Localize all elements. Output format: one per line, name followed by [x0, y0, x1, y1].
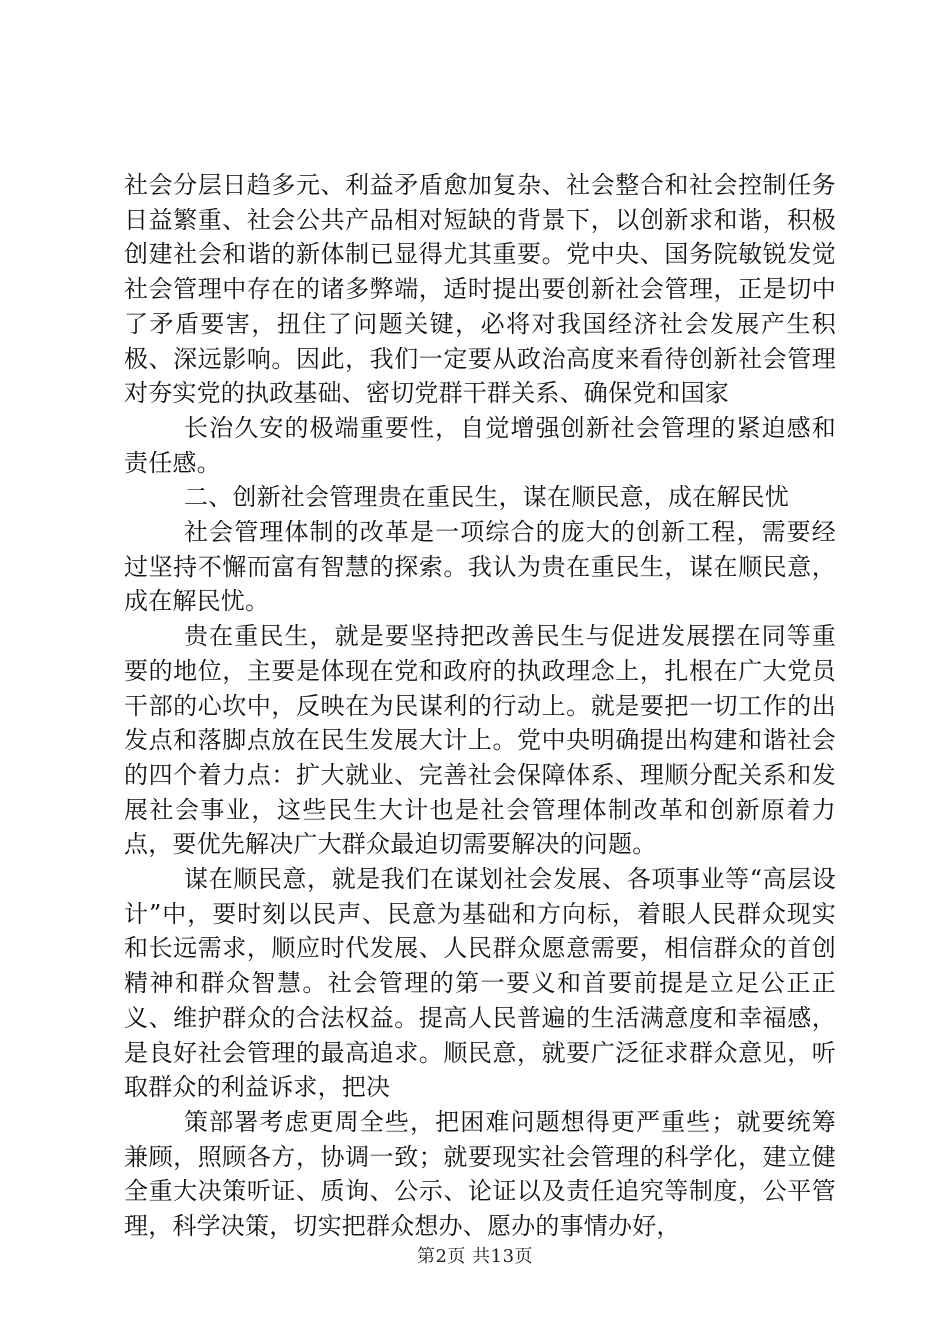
paragraph: 谋在顺民意，就是我们在谋划社会发展、各项事业等“高层设计”中，要时刻以民声、民意为基础和方向标，着眼人民群众现实和长远需求，顺应时代发展、人民群众愿意需要，相信群众的首创精神和群众智慧。社会管理的第一要义和首要前提是立足公正正义、维护群众的合法权益。提高人民普遍的生活满意度和幸福感，是良好社会管理的最高追求。顺民意，就要广泛征求群众意见，听取群众的利益诉求，把决 [124, 865, 836, 1102]
paragraph: 策部署考虑更周全些，把困难问题想得更严重些；就要统筹兼顾，照顾各方，协调一致；就要现实社会管理的科学化，建立健全重大决策听证、质询、公示、论证以及责任追究等制度，公平管理，科学决策，切实把群众想办、愿办的事情办好， [124, 1107, 836, 1241]
paragraph: 社会分层日趋多元、利益矛盾愈加复杂、社会整合和社会控制任务日益繁重、社会公共产品相对短缺的背景下，以创新求和谐，积极创建社会和谐的新体制已显得尤其重要。党中央、国务院敏锐发觉社会管理中存在的诸多弊端，适时提出要创新社会管理，正是切中了矛盾要害，扭住了问题关键，必将对我国经济社会发展产生积极、深远影响。因此，我们一定要从政治高度来看待创新社会管理对夯实党的执政基础、密切党群干群关系、确保党和国家 [124, 171, 836, 408]
page-number-footer: 第2页 共13页 [416, 1246, 534, 1267]
paragraph: 贵在重民生，就是要坚持把改善民生与促进发展摆在同等重要的地位，主要是体现在党和政府的执政理念上，扎根在广大党员干部的心坎中，反映在为民谋利的行动上。就是要把一切工作的出发点和落脚点放在民生发展大计上。党中央明确提出构建和谐社会的四个着力点：扩大就业、完善社会保障体系、理顺分配关系和发展社会事业，这些民生大计也是社会管理体制改革和创新原着力点，要优先解决广大群众最迫切需要解决的问题。 [124, 622, 836, 859]
document-body [124, 168, 836, 1244]
section-heading: 二、创新社会管理贵在重民生，谋在顺民意，成在解民忧 [184, 483, 789, 512]
paragraph: 长治久安的极端重要性，自觉增强创新社会管理的紧迫感和责任感。 [124, 413, 836, 477]
paragraph: 社会管理体制的改革是一项综合的庞大的创新工程，需要经过坚持不懈而富有智慧的探索。我认为贵在重民生，谋在顺民意，成在解民忧。 [124, 518, 836, 616]
